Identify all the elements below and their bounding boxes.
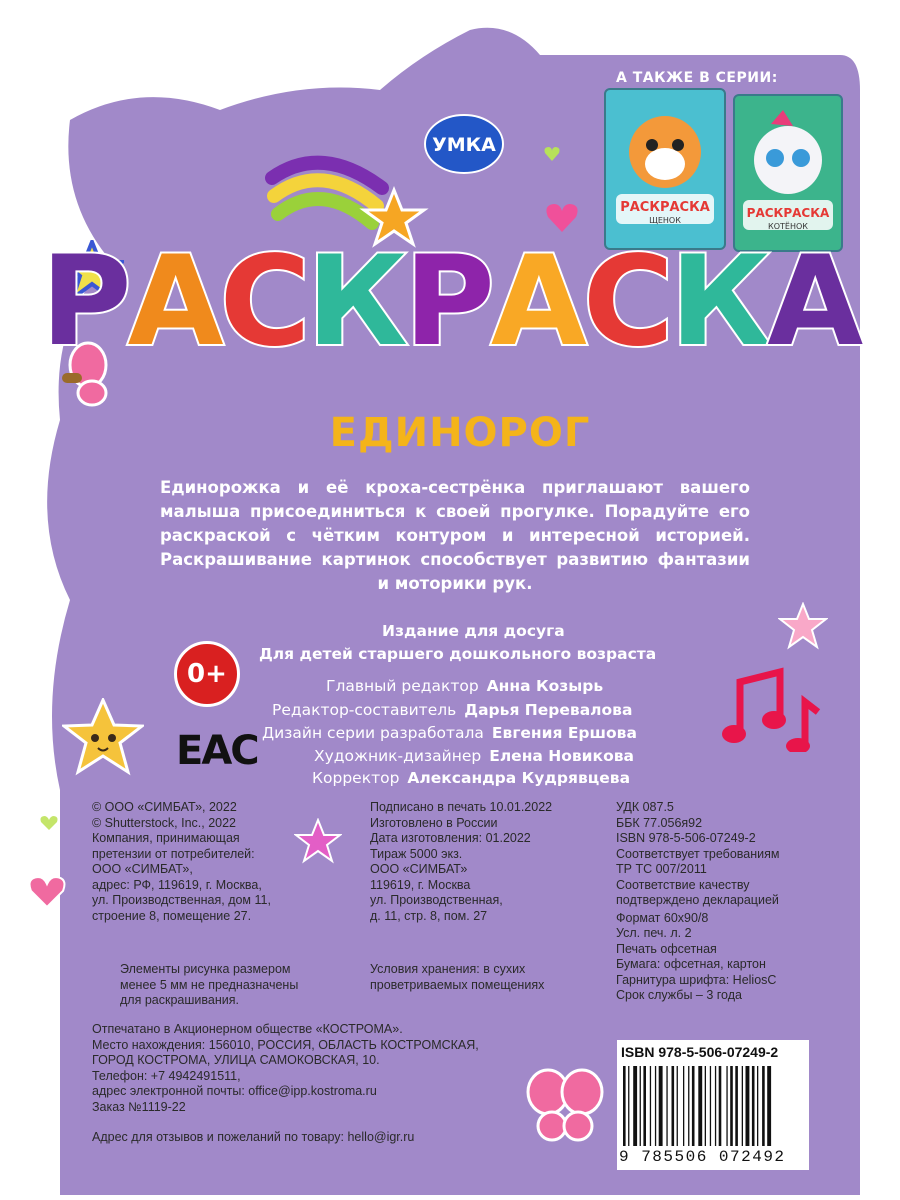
barcode-bar	[762, 1066, 765, 1146]
barcode-bar	[623, 1066, 626, 1146]
isbn-label: ISBN 978-5-506-07249-2	[621, 1044, 779, 1060]
heart-icon	[40, 815, 58, 831]
title-letter: А	[490, 230, 583, 374]
barcode-bar	[715, 1066, 716, 1146]
star-icon	[778, 602, 828, 650]
barcode-bar	[633, 1066, 637, 1146]
age-rating-badge: 0+	[174, 641, 240, 707]
star-icon	[294, 818, 342, 864]
credit-line: Дизайн серии разработала Евгения Ершова	[262, 724, 637, 742]
title-letter: Р	[40, 230, 128, 374]
credit-line: Главный редактор Анна Козырь	[326, 677, 604, 695]
imprint-middle: Подписано в печать 10.01.2022 Изготовлено в России Дата изготовления: 01.2022 Тираж 5000 экз. ООО «СИМБАТ» 119619, г. Москва ул. Производственная, д. 11, стр. 8, пом. 27	[370, 800, 553, 923]
barcode-bar	[643, 1066, 646, 1146]
smiling-star-icon	[62, 698, 144, 776]
credit-line: Редактор-составитель Дарья Перевалова	[272, 701, 633, 719]
barcode-bar	[767, 1066, 771, 1146]
coloring-warning: Элементы рисунка размером менее 5 мм не предназначены для раскрашивания.	[120, 962, 299, 1007]
heart-icon	[28, 875, 66, 909]
series-book-kitten[interactable]	[733, 94, 843, 252]
title-letter: Р	[404, 230, 491, 374]
barcode-bar	[692, 1066, 695, 1146]
barcode-bar	[666, 1066, 667, 1146]
printer-info: Отпечатано в Акционерном обществе «КОСТРОМА». Место нахождения: 156010, РОССИЯ, ОБЛАСТЬ КОСТРОМСКАЯ, ГОРОД КОСТРОМА, УЛИЦА САМОКОВСКАЯ, 10. Телефон: +7 4942491511, адрес электронной почты: office@ipp.kostroma.ru Заказ №1119-22	[92, 1022, 479, 1114]
book-description: Единорожка и её кроха-сестрёнка приглашают вашего малыша присоединиться к своей прогулке. Порадуйте его раскраской с чётким контуром и интересной историей. Раскрашивание картинок способствует развитию фантазии и моторики рук.	[160, 478, 750, 593]
barcode-bar	[726, 1066, 727, 1146]
series-book-subtitle: ЩЕНОК	[649, 216, 681, 225]
barcode-bar	[730, 1066, 733, 1146]
title-letter: А	[127, 230, 220, 374]
isbn-barcode	[617, 1040, 809, 1170]
barcode-bar	[719, 1066, 722, 1146]
barcode-bar	[683, 1066, 684, 1146]
series-book-title: РАСКРАСКА	[620, 200, 710, 215]
title-letter: С	[582, 230, 670, 374]
barcode-bar	[710, 1066, 711, 1146]
barcode-bar	[742, 1066, 743, 1146]
barcode-bar	[640, 1066, 641, 1146]
title-letter: К	[306, 230, 405, 374]
edition-purpose: Издание для досуга	[382, 622, 565, 640]
barcode-bar	[698, 1066, 702, 1146]
music-notes-icon	[720, 662, 824, 752]
barcode-bar	[628, 1066, 629, 1146]
storage-conditions: Условия хранения: в сухих проветриваемых помещениях	[370, 962, 545, 992]
title-letter: С	[219, 230, 307, 374]
series-book-title: РАСКРАСКА	[746, 206, 830, 220]
barcode-bar	[688, 1066, 689, 1146]
imprint-left: © ООО «СИМБАТ», 2022 © Shutterstock, Inc., 2022 Компания, принимающая претензии от потребителей: ООО «СИМБАТ», адрес: РФ, 119619, г. Москва, ул. Производственная, дом 11, строение 8, помещение 27.	[92, 800, 271, 923]
svg-text:УМКА: УМКА	[432, 134, 496, 156]
butterfly-icon	[524, 1062, 606, 1148]
feedback-address: Адрес для отзывов и пожеланий по товару: hello@igr.ru	[92, 1130, 415, 1144]
title-letter: А	[767, 230, 860, 374]
barcode-bar	[752, 1066, 755, 1146]
barcode-bar	[672, 1066, 675, 1146]
barcode-bar	[650, 1066, 651, 1146]
series-book-subtitle: КОТЁНОК	[768, 222, 808, 231]
series-label: А ТАКЖЕ В СЕРИИ:	[616, 70, 778, 86]
barcode-bar	[735, 1066, 738, 1146]
barcode-bar	[677, 1066, 678, 1146]
eac-mark: EAC	[176, 728, 258, 774]
barcode-bar	[659, 1066, 663, 1146]
book-title	[0, 230, 900, 374]
umka-bear-logo	[423, 113, 505, 175]
barcode-bar	[746, 1066, 750, 1146]
barcode-bar	[705, 1066, 706, 1146]
edition-audience: Для детей старшего дошкольного возраста	[259, 645, 657, 663]
barcode-icon	[623, 1066, 803, 1148]
series-book-puppy[interactable]	[604, 88, 726, 250]
title-letter: К	[669, 230, 768, 374]
heart-icon	[544, 146, 560, 162]
barcode-bar	[757, 1066, 758, 1146]
book-subtitle: ЕДИНОРОГ	[329, 410, 591, 456]
credit-line: Художник-дизайнер Елена Новикова	[314, 747, 634, 765]
barcode-digits: 9 785506 072492	[619, 1148, 786, 1166]
credit-line: Корректор Александра Кудрявцева	[312, 769, 631, 787]
imprint-right: УДК 087.5 ББК 77.056я92 ISBN 978-5-506-07249-2 Соответствует требованиям ТР ТС 007/2011 Соответствие качеству подтверждено декларацией Формат 60х90/8 Усл. печ. л. 2 Печать офсетная Бумага: офсетная, картон Гарнитура шрифта: HeliosC Срок службы – 3 года	[616, 800, 780, 1002]
barcode-bar	[655, 1066, 656, 1146]
